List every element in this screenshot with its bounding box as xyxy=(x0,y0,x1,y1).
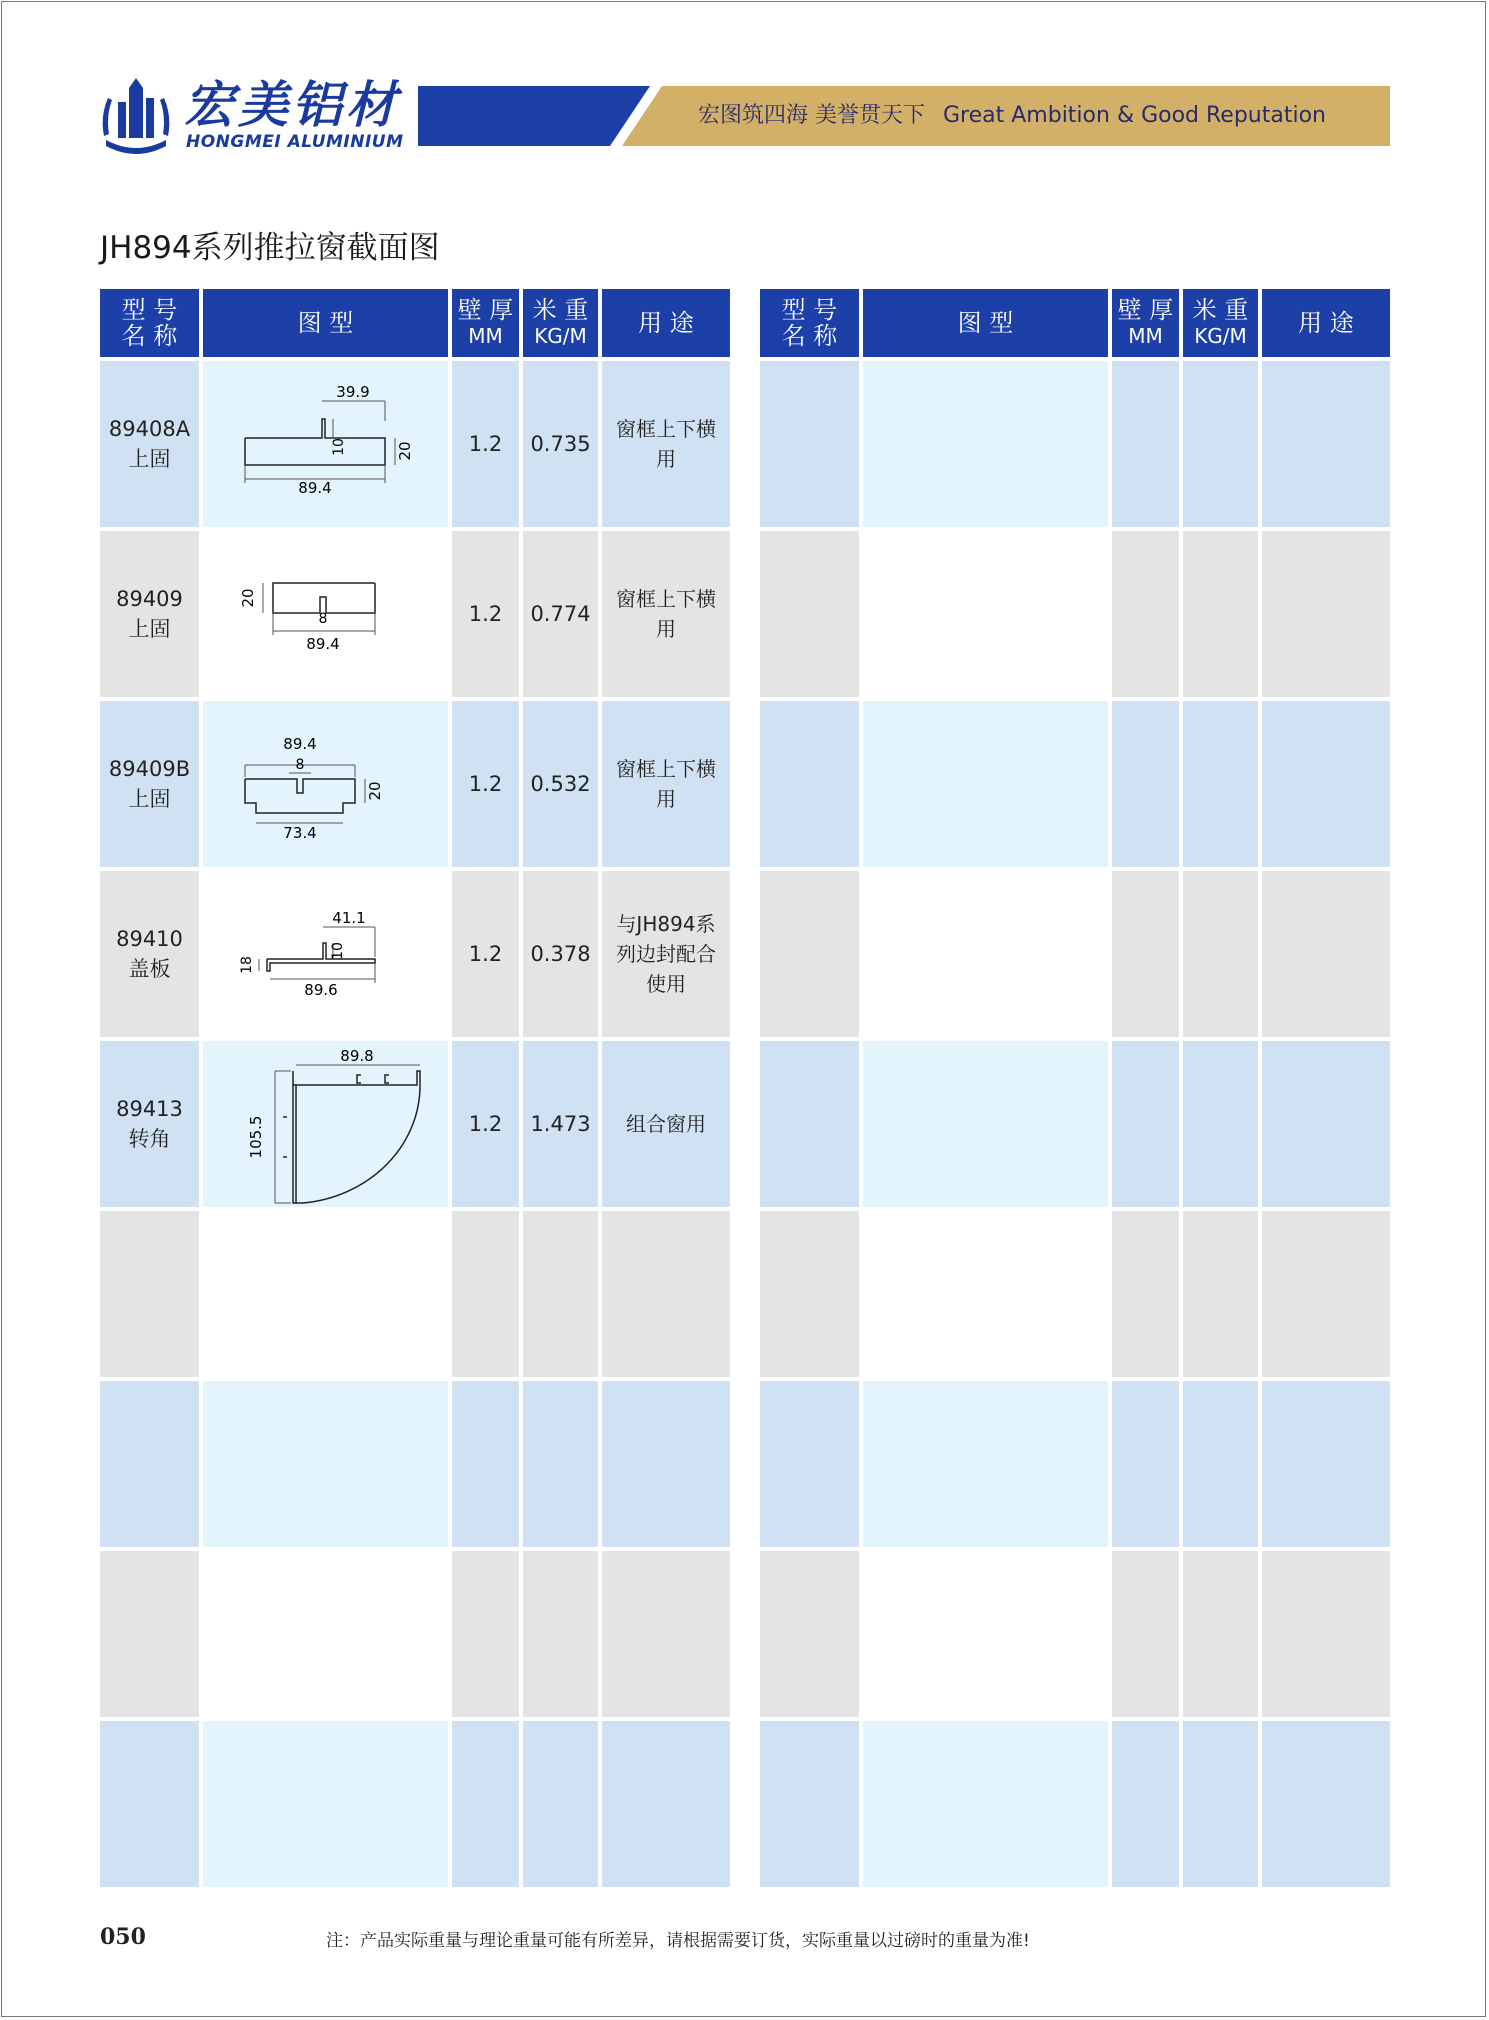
model-cell: 89409 上固 xyxy=(100,531,199,697)
weight-cell: 1.473 xyxy=(523,1041,598,1207)
left-profile-table xyxy=(100,289,730,1889)
empty-cell xyxy=(760,531,859,697)
empty-cell xyxy=(523,1721,598,1887)
empty-cell xyxy=(1112,361,1179,527)
empty-cell xyxy=(863,1381,1108,1547)
empty-cell xyxy=(203,1721,448,1887)
empty-cell xyxy=(1262,701,1390,867)
empty-cell xyxy=(1183,1041,1258,1207)
company-logo xyxy=(98,72,402,158)
dim-mid: 8 xyxy=(295,757,305,773)
dim-top: 41.1 xyxy=(332,909,366,927)
dim-bottom: 73.4 xyxy=(283,824,317,842)
empty-cell xyxy=(602,1721,730,1887)
profile-drawing-cell xyxy=(203,531,448,697)
header-profile: 图 型 xyxy=(203,289,448,357)
empty-cell xyxy=(863,701,1108,867)
empty-cell xyxy=(100,1211,199,1377)
brand-name-cn: 宏美铝材 xyxy=(184,76,400,134)
header-thickness: 壁 厚 MM xyxy=(1112,289,1179,357)
header-weight: 米 重 KG/M xyxy=(1183,289,1258,357)
empty-cell xyxy=(100,1551,199,1717)
empty-cell xyxy=(1112,531,1179,697)
empty-cell xyxy=(863,1041,1108,1207)
usage-cell: 组合窗用 xyxy=(602,1041,730,1207)
header-usage: 用 途 xyxy=(1262,289,1390,357)
empty-cell xyxy=(863,531,1108,697)
model-cell: 89409B 上固 xyxy=(100,701,199,867)
profile-89413-drawing xyxy=(203,1041,448,1207)
empty-cell xyxy=(1183,1551,1258,1717)
empty-cell xyxy=(1183,1721,1258,1887)
profile-drawing-cell xyxy=(203,361,448,527)
thickness-cell: 1.2 xyxy=(452,531,519,697)
dim-top: 39.9 xyxy=(336,383,370,401)
empty-cell xyxy=(760,1551,859,1717)
empty-cell xyxy=(602,1381,730,1547)
profile-89410-drawing xyxy=(203,871,448,1037)
profile-drawing-cell xyxy=(203,1041,448,1207)
empty-cell xyxy=(100,1381,199,1547)
dim-side: 18 xyxy=(239,956,255,974)
empty-cell xyxy=(1112,1041,1179,1207)
empty-cell xyxy=(863,1211,1108,1377)
weight-cell: 0.735 xyxy=(523,361,598,527)
model-cell: 89413 转角 xyxy=(100,1041,199,1207)
profile-drawing-cell xyxy=(203,701,448,867)
empty-cell xyxy=(760,1381,859,1547)
empty-cell xyxy=(1262,531,1390,697)
empty-cell xyxy=(1262,1381,1390,1547)
empty-cell xyxy=(1183,871,1258,1037)
footnote: 注：产品实际重量与理论重量可能有所差异，请根据需要订货，实际重量以过磅时的重量为准! xyxy=(326,1931,1030,1951)
thickness-cell: 1.2 xyxy=(452,701,519,867)
empty-cell xyxy=(1262,1551,1390,1717)
page-title: JH894系列推拉窗截面图 xyxy=(100,230,440,266)
empty-cell xyxy=(760,871,859,1037)
empty-cell xyxy=(1183,1211,1258,1377)
empty-cell xyxy=(1262,871,1390,1037)
profile-89408a-drawing xyxy=(203,361,448,527)
dim-side: 20 xyxy=(239,588,257,608)
dim-bottom: 89.6 xyxy=(304,981,338,999)
thickness-cell: 1.2 xyxy=(452,361,519,527)
profile-drawing-cell xyxy=(203,871,448,1037)
empty-cell xyxy=(760,1211,859,1377)
building-emblem-icon xyxy=(98,76,174,156)
empty-cell xyxy=(602,1551,730,1717)
empty-cell xyxy=(1183,531,1258,697)
empty-cell xyxy=(1262,361,1390,527)
model-cell: 89410 盖板 xyxy=(100,871,199,1037)
empty-cell xyxy=(760,1721,859,1887)
empty-cell xyxy=(1112,701,1179,867)
empty-cell xyxy=(1112,1211,1179,1377)
empty-cell xyxy=(452,1381,519,1547)
usage-cell: 窗框上下横用 xyxy=(602,531,730,697)
usage-cell: 与JH894系列边封配合使用 xyxy=(602,871,730,1037)
right-profile-table xyxy=(760,289,1390,1889)
empty-cell xyxy=(863,871,1108,1037)
empty-cell xyxy=(523,1551,598,1717)
dim-bottom: 89.4 xyxy=(306,635,340,653)
empty-cell xyxy=(1262,1211,1390,1377)
dim-mid: 10 xyxy=(330,942,346,960)
weight-cell: 0.378 xyxy=(523,871,598,1037)
dim-top: 89.4 xyxy=(283,735,317,753)
empty-cell xyxy=(452,1211,519,1377)
empty-cell xyxy=(863,361,1108,527)
dim-mid: 10 xyxy=(331,438,347,456)
empty-cell xyxy=(1183,701,1258,867)
dim-side: 105.5 xyxy=(247,1115,265,1159)
slogan xyxy=(698,86,1326,146)
empty-cell xyxy=(1183,1381,1258,1547)
empty-cell xyxy=(760,701,859,867)
slogan-en: Great Ambition & Good Reputation xyxy=(943,103,1327,128)
empty-cell xyxy=(203,1211,448,1377)
empty-cell xyxy=(100,1721,199,1887)
dim-side: 20 xyxy=(396,441,414,461)
header-weight: 米 重 KG/M xyxy=(523,289,598,357)
weight-cell: 0.774 xyxy=(523,531,598,697)
brand-name-en: HONGMEI ALUMINIUM xyxy=(186,132,404,152)
empty-cell xyxy=(452,1721,519,1887)
dim-top: 89.8 xyxy=(340,1047,374,1065)
empty-cell xyxy=(523,1211,598,1377)
header-thickness: 壁 厚 MM xyxy=(452,289,519,357)
profile-89409b-drawing xyxy=(203,701,448,867)
empty-cell xyxy=(523,1381,598,1547)
slogan-cn: 宏图筑四海 美誉贯天下 xyxy=(698,103,925,128)
empty-cell xyxy=(1262,1041,1390,1207)
weight-cell: 0.532 xyxy=(523,701,598,867)
empty-cell xyxy=(1112,1551,1179,1717)
thickness-cell: 1.2 xyxy=(452,871,519,1037)
empty-cell xyxy=(1112,871,1179,1037)
header-profile: 图 型 xyxy=(863,289,1108,357)
page-number: 050 xyxy=(100,1924,146,1950)
empty-cell xyxy=(760,361,859,527)
header-usage: 用 途 xyxy=(602,289,730,357)
empty-cell xyxy=(1262,1721,1390,1887)
empty-cell xyxy=(1112,1721,1179,1887)
empty-cell xyxy=(1183,361,1258,527)
dim-bottom: 89.4 xyxy=(298,479,332,497)
empty-cell xyxy=(203,1381,448,1547)
profile-89409-drawing xyxy=(203,531,448,697)
dim-mid: 8 xyxy=(318,611,328,627)
thickness-cell: 1.2 xyxy=(452,1041,519,1207)
empty-cell xyxy=(863,1721,1108,1887)
empty-cell xyxy=(203,1551,448,1717)
header-model: 型 号 名 称 xyxy=(760,289,859,357)
model-cell: 89408A 上固 xyxy=(100,361,199,527)
usage-cell: 窗框上下横用 xyxy=(602,701,730,867)
empty-cell xyxy=(760,1041,859,1207)
dim-side: 20 xyxy=(366,781,384,801)
empty-cell xyxy=(452,1551,519,1717)
empty-cell xyxy=(1112,1381,1179,1547)
empty-cell xyxy=(863,1551,1108,1717)
usage-cell: 窗框上下横用 xyxy=(602,361,730,527)
empty-cell xyxy=(602,1211,730,1377)
header-model: 型 号 名 称 xyxy=(100,289,199,357)
